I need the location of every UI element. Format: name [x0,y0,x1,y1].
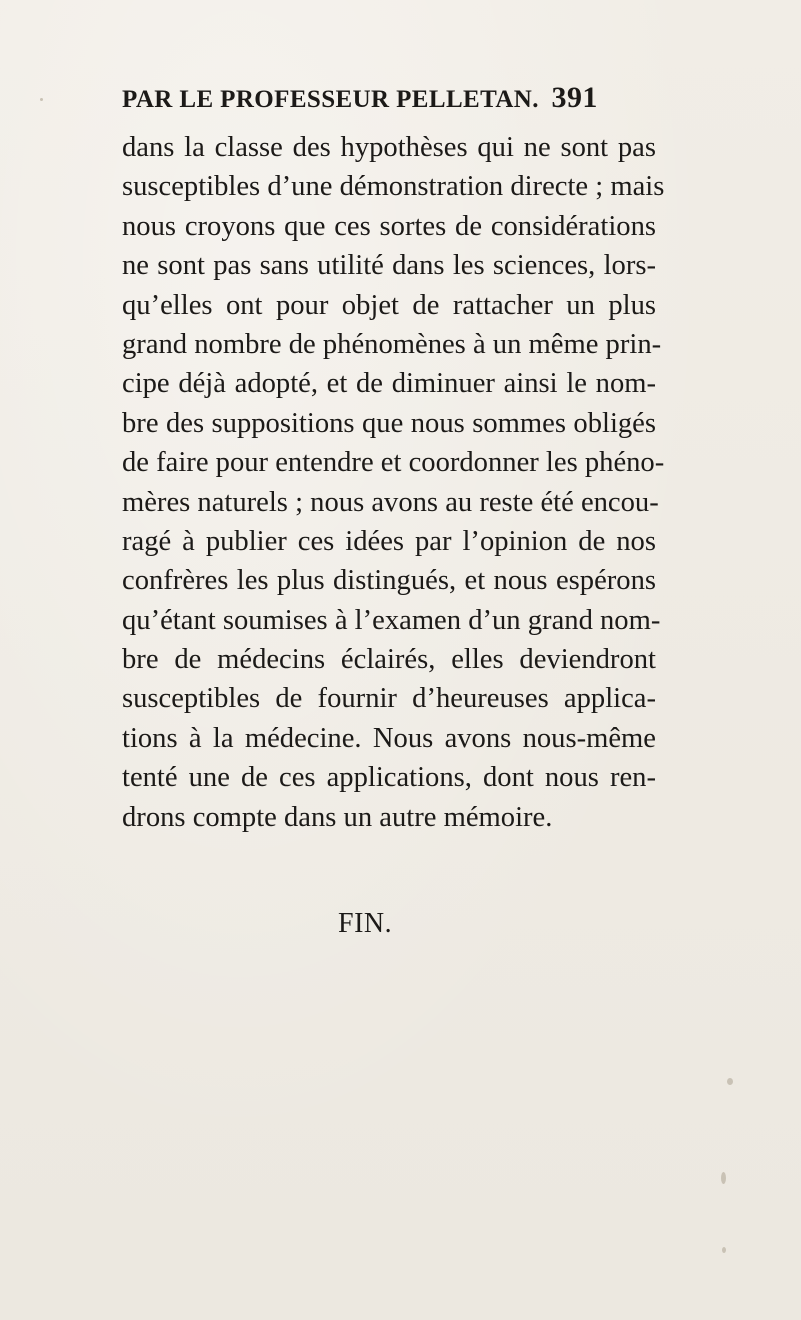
paper-speck [722,1247,726,1253]
running-head [122,83,662,115]
paper-speck [721,1172,726,1184]
text-line: tenté une de ces applications, dont nous ren- [122,762,656,794]
end-mark: FIN. [338,908,393,939]
text-line: tions à la médecine. Nous avons nous-même [122,722,656,754]
text-line: nous croyons que ces sortes de considérations [122,210,656,242]
page-number: 391 [551,81,598,114]
text-line: dans la classe des hypothèses qui ne sont pas [122,132,656,163]
text-line: susceptibles de fournir d’heureuses applica- [122,683,656,715]
text-line: bre de médecins éclairés, elles deviendront [122,644,656,676]
text-line: de faire pour entendre et coordonner les phéno- [122,447,665,479]
text-line: susceptibles d’une démonstration directe ; mais [122,171,665,203]
paper-speck [727,1078,733,1085]
text-line: ne sont pas sans utilité dans les sciences, lors- [122,250,656,282]
paper-speck [40,98,43,101]
text-line: qu’étant soumises à l’examen d’un grand nom- [122,604,661,636]
text-line: grand nombre de phénomènes à un même prin- [122,328,662,360]
text-line: ragé à publier ces idées par l’opinion de nos [122,525,656,557]
paragraph [122,128,665,837]
running-head-title: PAR LE PROFESSEUR PELLETAN. [122,86,539,113]
text-line: qu’elles ont pour objet de rattacher un plus [122,289,656,321]
text-line: mères naturels ; nous avons au reste été encou- [122,486,659,518]
text-line: bre des suppositions que nous sommes obligés [122,407,656,439]
text-line: cipe déjà adopté, et de diminuer ainsi le nom- [122,368,656,400]
text-line: confrères les plus distingués, et nous espérons [122,565,656,597]
text-line: drons compte dans un autre mémoire. [122,801,553,833]
